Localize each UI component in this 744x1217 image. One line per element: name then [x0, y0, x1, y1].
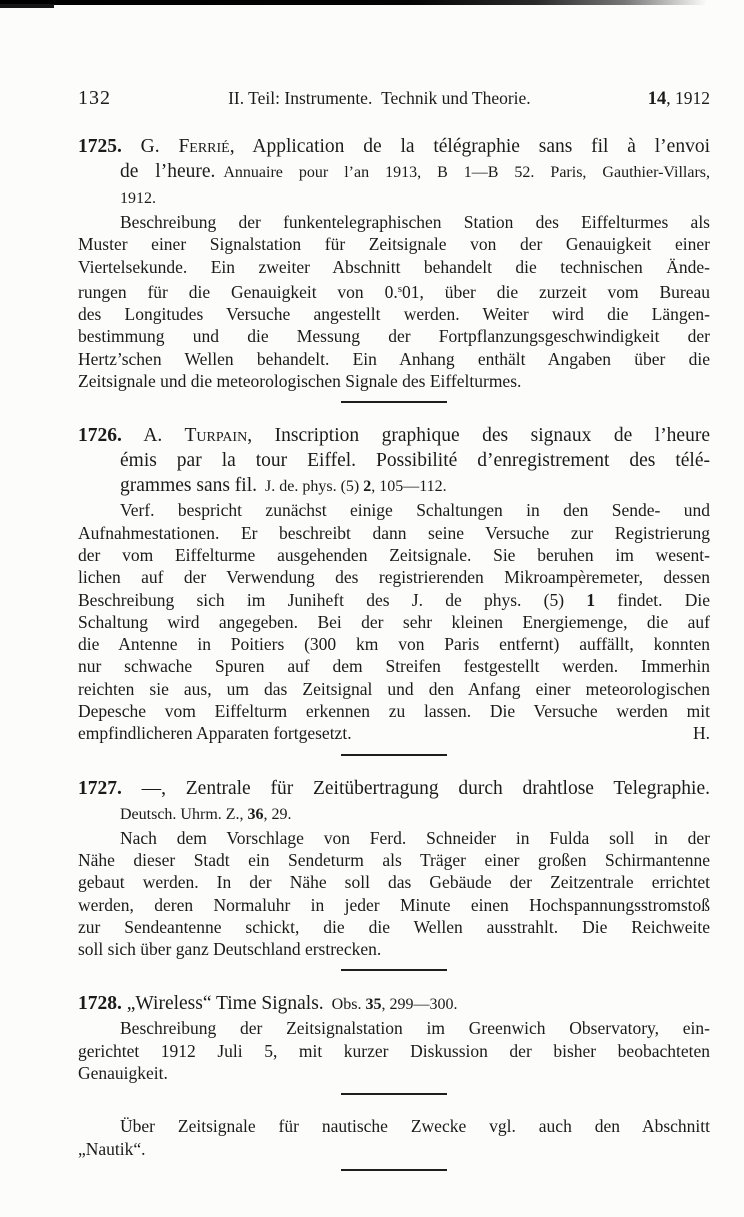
entry-1726-heading-line [78, 473, 710, 499]
text-segment: de l’heure. [120, 161, 216, 182]
entry-1726-body-line: Aufnahmestationen. Er beschreibt dann seine Versuche zur Registrierung [78, 522, 710, 543]
nautik-note-body-line: Über Zeitsignale für nautische Zwecke vgl. auch den Abschnitt [120, 1116, 710, 1137]
section-divider [341, 1093, 447, 1095]
body-text: empfindlicheren Apparaten fortgesetzt. [78, 723, 352, 744]
entry-1726-heading-line [78, 423, 710, 448]
text-segment: , Application de la télégraphie sans fil à l’envoi [229, 136, 710, 157]
nautik-note [78, 1115, 710, 1171]
entry-1728-body-line: gerichtet 1912 Juli 5, mit kurzer Diskussion der bisher beobachteten [78, 1040, 710, 1061]
entry-1725-body-line: Viertelsekunde. Ein zweiter Abschnitt behandelt die technischen Ände- [78, 256, 710, 277]
text-segment: 01, über die zurzeit vom Bureau [401, 281, 710, 302]
text-segment: Beschreibung sich im Juniheft des J. de phys. (5) [78, 589, 587, 610]
page-content [78, 87, 710, 1191]
nautik-note-body-line: „Nautik“. [78, 1138, 146, 1159]
text-segment: J. de. phys. (5) [257, 478, 364, 496]
page-number: 132 [78, 87, 111, 109]
entry-1726-body-line [78, 589, 710, 611]
section-divider [341, 401, 447, 403]
text-segment: urpain [196, 425, 248, 447]
entry-1725-heading-line [78, 185, 710, 211]
year-label: , 1912 [666, 88, 710, 108]
text-segment: Obs. [323, 996, 366, 1014]
entry-1726-body-line: die Antenne in Poitiers (300 km von Paris entfernt) auffällt, konnten [78, 634, 710, 655]
section-divider [341, 754, 447, 756]
entry-1727-body-line: zur Sendeantenne schickt, die die Wellen ausstrahlt. Die Reichweite [78, 916, 710, 937]
entry-1725-body-line: Beschreibung der funkentelegraphischen Station des Eiffelturmes als [120, 212, 710, 232]
text-segment: 1727. [78, 777, 122, 799]
entry-1725-body-line: Muster einer Signalstation für Zeitsignale von der Genauigkeit einer [78, 234, 710, 255]
text-segment: 1912. [120, 190, 156, 207]
text-segment: 35 [365, 996, 382, 1014]
text-segment: , 29. [263, 805, 292, 823]
entry-1725-body-line: bestimmung und die Messung der Fortpflanzungsgeschwindigkeit der [78, 326, 710, 347]
entry-1725-body-line: Zeitsignale und die meteorologischen Signale des Eiffelturmes. [78, 371, 522, 392]
entry-1725-heading-line [78, 159, 710, 185]
entry-1727-body-line: werden, deren Normaluhr in jeder Minute einen Hochspannungsstromstoß [78, 894, 710, 915]
entry-1725 [78, 134, 710, 403]
entry-1726-body-line: Verf. bespricht zunächst einige Schaltungen in den Sende- und [120, 500, 710, 521]
entry-1726-body-line [78, 722, 710, 744]
entry-1726-heading-line [78, 448, 710, 473]
volume-number: 14 [647, 89, 667, 109]
entry-1726 [78, 423, 710, 755]
page-header [78, 87, 710, 110]
text-segment: 1725. [78, 136, 122, 157]
entry-1727-body-line: Nach dem Vorschlage von Ferd. Schneider in Fulda soll in der [120, 827, 710, 848]
text-segment: A. T [121, 425, 197, 447]
section-divider [341, 969, 447, 971]
text-segment: rungen für die Genauigkeit von 0. [78, 281, 398, 302]
text-segment: findet. Die [595, 589, 711, 610]
text-segment: émis par la tour Eiffel. Possibilité d’enregistrement des télé- [120, 450, 710, 472]
text-segment: grammes sans fil. [120, 475, 258, 497]
section-divider [341, 1169, 447, 1171]
text-segment: 2 [363, 478, 372, 496]
entry-1727-body-line: Nähe dieser Stadt ein Sendeturm als Träger einer großen Schirmantenne [78, 849, 710, 870]
text-segment: , 105—112. [371, 478, 447, 496]
running-title: II. Teil: Instrumente. Technik und Theorie. [228, 88, 531, 108]
entry-1725-body-line: Hertz’schen Wellen behandelt. Ein Anhang enthält Angaben über die [78, 348, 710, 369]
reviewer-initial: H. [692, 723, 710, 744]
text-segment: s [397, 282, 402, 295]
entry-1728-body-line: Genauigkeit. [78, 1063, 168, 1084]
entry-1728-body-line: Beschreibung der Zeitsignalstation im Greenwich Observatory, ein- [120, 1018, 710, 1039]
entry-1726-body-line: Depesche vom Eiffelturm erkennen zu lassen. Die Versuche werden mit [78, 701, 710, 722]
entry-1726-body-line: reichten sie aus, um das Zeitsignal und den Anfang einer meteorologischen [78, 678, 710, 699]
entry-1727-heading-line [78, 776, 710, 801]
scan-artifact-chip [0, 4, 54, 8]
entry-1726-body-line: lichen auf der Verwendung des registrierenden Mikroampèremeter, dessen [78, 567, 710, 588]
entry-1728 [78, 991, 710, 1095]
text-segment: „Wireless“ Time Signals. [121, 993, 324, 1015]
entries-container [78, 134, 710, 1171]
text-segment: Annuaire pour l’an 1913, B 1—B 52. Paris, Gauthier-Villars, [215, 164, 710, 181]
text-segment: —, Zentrale für Zeitübertragung durch drahtlose Telegraphie. [121, 777, 710, 799]
text-segment: 1 [586, 589, 596, 610]
entry-1725-heading-line [78, 134, 710, 159]
entry-1725-body-line: des Longitudes Versuche angestellt werden. Weiter wird die Längen- [78, 304, 710, 325]
text-segment: Deutsch. Uhrm. Z., [120, 805, 248, 823]
entry-1727 [78, 776, 710, 972]
text-segment: , 299—300. [381, 996, 458, 1014]
entry-1727-heading-line [78, 801, 710, 827]
entry-1726-body-line: Schaltung wird angegeben. Bei der sehr kleinen Energiemenge, die auf [78, 611, 710, 632]
entry-1726-body-line: der vom Eiffelturme ausgehenden Zeitsignale. Sie beruhen im wesent- [78, 544, 710, 565]
text-segment: , Inscription graphique des signaux de l’heure [247, 425, 710, 447]
entry-1725-body-line [78, 278, 710, 303]
text-segment: 36 [247, 805, 264, 823]
text-segment: G. F [121, 136, 190, 157]
scan-artifact-top [0, 0, 744, 5]
text-segment: 1728. [78, 993, 122, 1015]
volume-year [648, 88, 710, 110]
text-segment: 1726. [78, 425, 122, 447]
entry-1727-body-line: gebaut werden. In der Nähe soll das Gebäude der Zeitzentrale errichtet [78, 872, 710, 893]
entry-1727-body-line: soll sich über ganz Deutschland erstrecken. [78, 939, 382, 960]
entry-1726-body-line: nur schwache Spuren auf dem Streifen festgestellt werden. Immerhin [78, 656, 710, 677]
text-segment: errié [189, 136, 230, 157]
entry-1728-heading-line [78, 991, 710, 1017]
